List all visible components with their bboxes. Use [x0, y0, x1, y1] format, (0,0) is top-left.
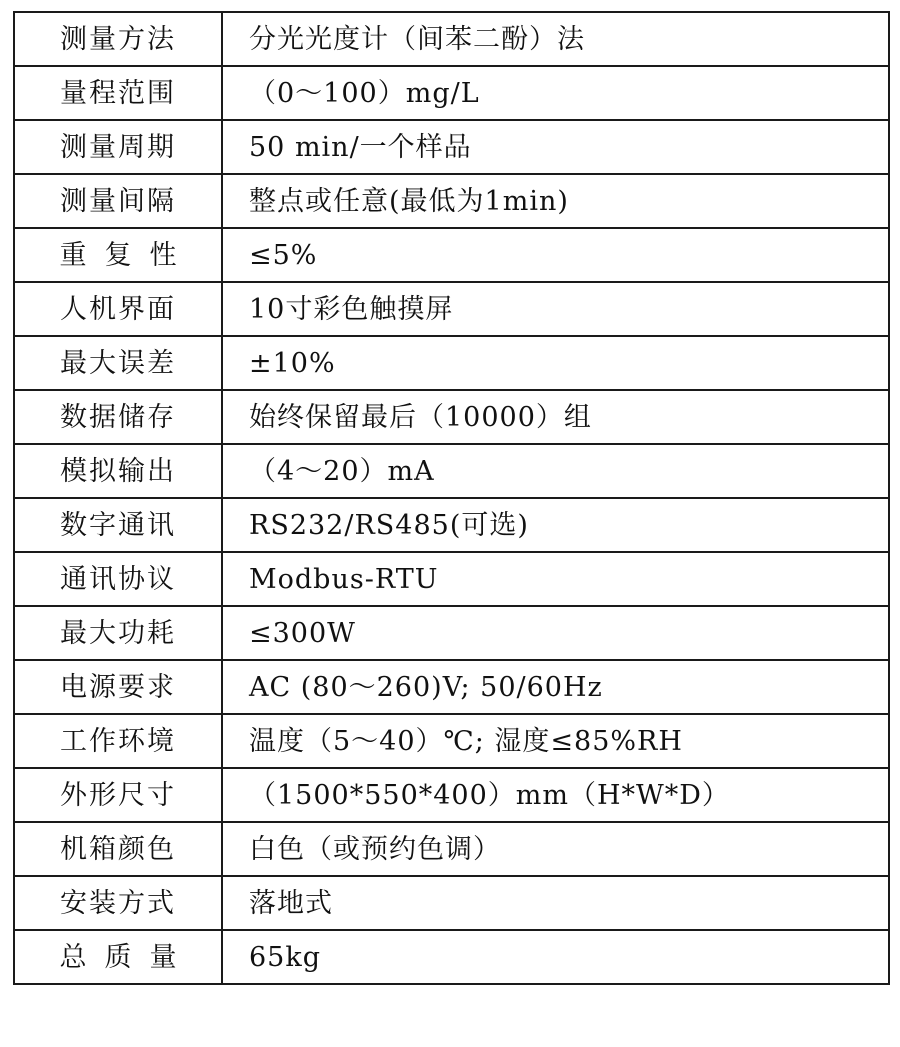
row-label-max-error: 最大误差 [14, 336, 222, 390]
row-value-hmi: 10寸彩色触摸屏 [222, 282, 889, 336]
row-value-power-supply: AC (80～260)V; 50/60Hz [222, 660, 889, 714]
row-label-analog-output: 模拟输出 [14, 444, 222, 498]
row-label-measurement-interval: 测量间隔 [14, 174, 222, 228]
table-row [14, 120, 889, 174]
row-value-cabinet-color: 白色（或预约色调） [222, 822, 889, 876]
table-row [14, 822, 889, 876]
table-row [14, 876, 889, 930]
row-value-max-error: ±10% [222, 336, 889, 390]
row-value-max-power: ≤300W [222, 606, 889, 660]
row-label-dimensions: 外形尺寸 [14, 768, 222, 822]
row-value-digital-comm: RS232/RS485(可选) [222, 498, 889, 552]
spec-table [13, 11, 890, 985]
row-label-measurement-cycle: 测量周期 [14, 120, 222, 174]
table-row [14, 282, 889, 336]
row-value-measurement-interval: 整点或任意(最低为1min) [222, 174, 889, 228]
row-value-total-weight: 65kg [222, 930, 889, 984]
row-value-installation: 落地式 [222, 876, 889, 930]
table-row [14, 336, 889, 390]
table-row [14, 12, 889, 66]
row-value-comm-protocol: Modbus-RTU [222, 552, 889, 606]
table-row [14, 714, 889, 768]
row-value-data-storage: 始终保留最后（10000）组 [222, 390, 889, 444]
row-value-range: （0～100）mg/L [222, 66, 889, 120]
row-value-dimensions: （1500*550*400）mm（H*W*D） [222, 768, 889, 822]
table-row [14, 498, 889, 552]
row-label-range: 量程范围 [14, 66, 222, 120]
table-row [14, 174, 889, 228]
row-label-data-storage: 数据储存 [14, 390, 222, 444]
table-row [14, 768, 889, 822]
row-value-repeatability: ≤5% [222, 228, 889, 282]
row-label-installation: 安装方式 [14, 876, 222, 930]
row-label-max-power: 最大功耗 [14, 606, 222, 660]
table-row [14, 660, 889, 714]
row-label-repeatability: 重复性 [14, 228, 222, 282]
row-value-measurement-method: 分光光度计（间苯二酚）法 [222, 12, 889, 66]
table-row [14, 228, 889, 282]
table-row [14, 552, 889, 606]
row-label-hmi: 人机界面 [14, 282, 222, 336]
row-value-environment: 温度（5～40）℃; 湿度≤85%RH [222, 714, 889, 768]
row-label-measurement-method: 测量方法 [14, 12, 222, 66]
table-row [14, 930, 889, 984]
row-label-environment: 工作环境 [14, 714, 222, 768]
row-value-analog-output: （4～20）mA [222, 444, 889, 498]
table-row [14, 444, 889, 498]
table-row [14, 66, 889, 120]
row-label-power-supply: 电源要求 [14, 660, 222, 714]
row-label-digital-comm: 数字通讯 [14, 498, 222, 552]
row-label-total-weight: 总质量 [14, 930, 222, 984]
table-row [14, 390, 889, 444]
row-label-comm-protocol: 通讯协议 [14, 552, 222, 606]
row-label-cabinet-color: 机箱颜色 [14, 822, 222, 876]
table-row [14, 606, 889, 660]
row-value-measurement-cycle: 50 min/一个样品 [222, 120, 889, 174]
